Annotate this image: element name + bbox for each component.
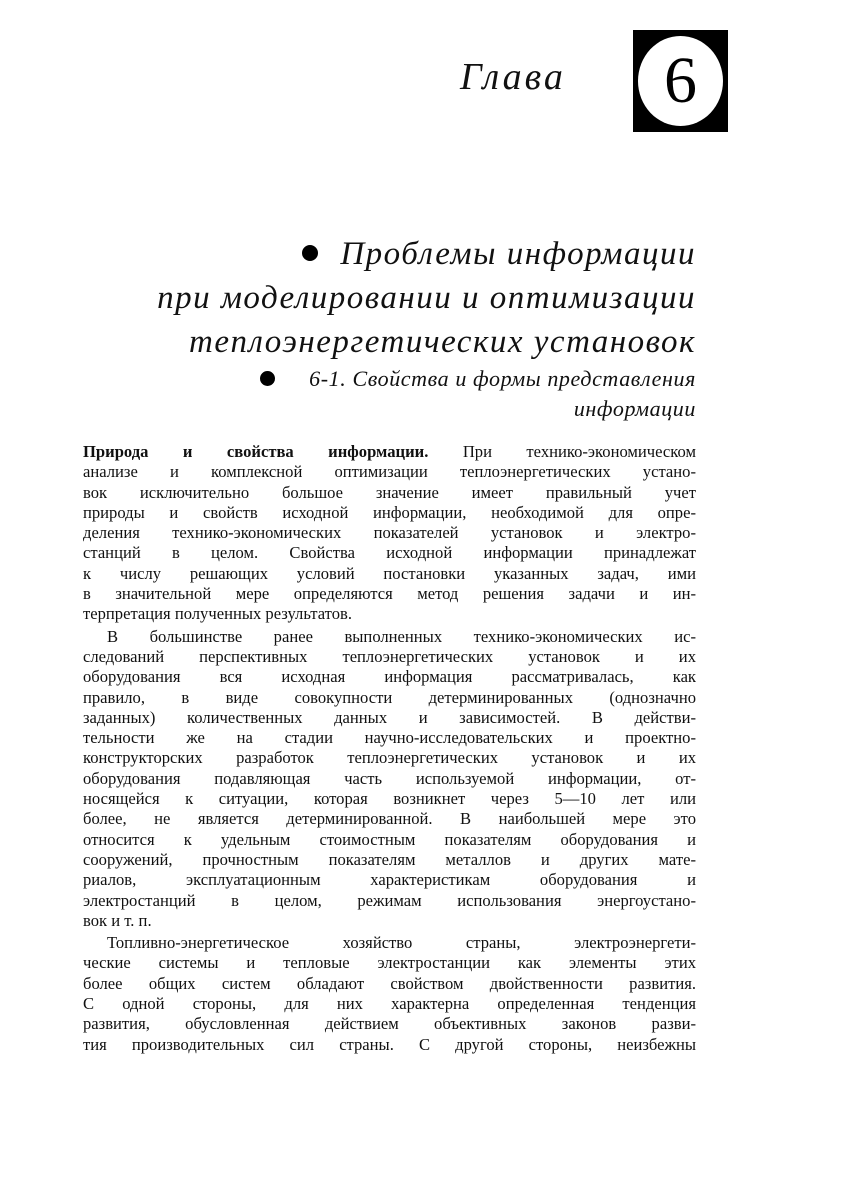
- text-line: Природа и свойства информации. При технико-экономическом: [83, 442, 696, 461]
- text-line: электростанций в целом, режимам использования энергоустано-: [83, 890, 696, 910]
- text-line: Топливно-энергетическое хозяйство страны, электроэнергети-: [107, 933, 696, 953]
- text-line: носящейся к ситуации, которая возникнет через 5—10 лет или: [83, 789, 696, 809]
- text-line: более общих систем обладают свойством двойственности развития.: [83, 973, 696, 993]
- text-line: в значительной мере определяются метод решения задачи и ин-: [83, 584, 696, 604]
- text-line: заданных) количественных данных и зависимостей. В действи-: [83, 707, 696, 727]
- text-line: конструкторских разработок теплоэнергетических установок и их: [83, 748, 696, 768]
- chapter-title-line-1: Проблемы информации: [157, 232, 696, 276]
- text-line: развития, обусловленная действием объективных законов разви-: [83, 1014, 696, 1034]
- text-line: С одной стороны, для них характерна определенная тенденция: [83, 994, 696, 1014]
- text-line: терпретация полученных результатов.: [83, 604, 352, 624]
- chapter-number: 6: [638, 36, 723, 126]
- bullet-icon: [302, 245, 318, 261]
- section-heading-line-1: 6-1. Свойства и формы представления: [260, 364, 696, 394]
- chapter-title-line-3: теплоэнергетических установок: [189, 324, 696, 360]
- text-line: оборудования подавляющая часть используемой информации, от-: [83, 768, 696, 788]
- text-line: тия производительных сил страны. С другой стороны, неизбежны: [83, 1034, 696, 1054]
- text-line: к числу решающих условий постановки указанных задач, ими: [83, 563, 696, 583]
- text-line: оборудования вся исходная информация рассматривалась, как: [83, 667, 696, 687]
- text-line: следований перспективных теплоэнергетических установок и их: [83, 646, 696, 666]
- text-line: вок и т. п.: [83, 910, 152, 930]
- chapter-label: Глава: [460, 56, 566, 98]
- run-in-heading: Природа и свойства информации.: [83, 442, 429, 461]
- section-heading-line-2: информации: [573, 396, 696, 421]
- text-line: анализе и комплексной оптимизации теплоэнергетических устано-: [83, 462, 696, 482]
- text-line: риалов, эксплуатационным характеристикам оборудования и: [83, 870, 696, 890]
- text-line: ческие системы и тепловые электростанции как элементы этих: [83, 953, 696, 973]
- chapter-title-line-2: при моделировании и оптимизации: [157, 280, 696, 316]
- text-line: относится к удельным стоимостным показателям оборудования и: [83, 829, 696, 849]
- text-line: тельности же на стадии научно-исследовательских и проектно-: [83, 728, 696, 748]
- paragraph-1: [83, 442, 696, 625]
- text-line: станций в целом. Свойства исходной информации принадлежат: [83, 543, 696, 563]
- paragraph-3: [83, 933, 696, 1055]
- text-line: В большинстве ранее выполненных технико-экономических ис-: [107, 626, 696, 646]
- bullet-icon: [260, 371, 275, 386]
- text-line: природы и свойств исходной информации, необходимой для опре-: [83, 502, 696, 522]
- text-line: вок исключительно большое значение имеет правильный учет: [83, 482, 696, 502]
- chapter-number-badge: [633, 30, 728, 132]
- section-heading: [260, 364, 696, 424]
- text-line: правило, в виде совокупности детерминированных (однозначно: [83, 687, 696, 707]
- paragraph-2: [83, 627, 696, 931]
- text-line: более, не является детерминированной. В наибольшей мере это: [83, 809, 696, 829]
- body-text: [83, 442, 696, 1055]
- text-line: сооружений, прочностным показателям металлов и других мате-: [83, 849, 696, 869]
- text-line: деления технико-экономических показателей установок и электро-: [83, 523, 696, 543]
- chapter-title: [157, 232, 696, 364]
